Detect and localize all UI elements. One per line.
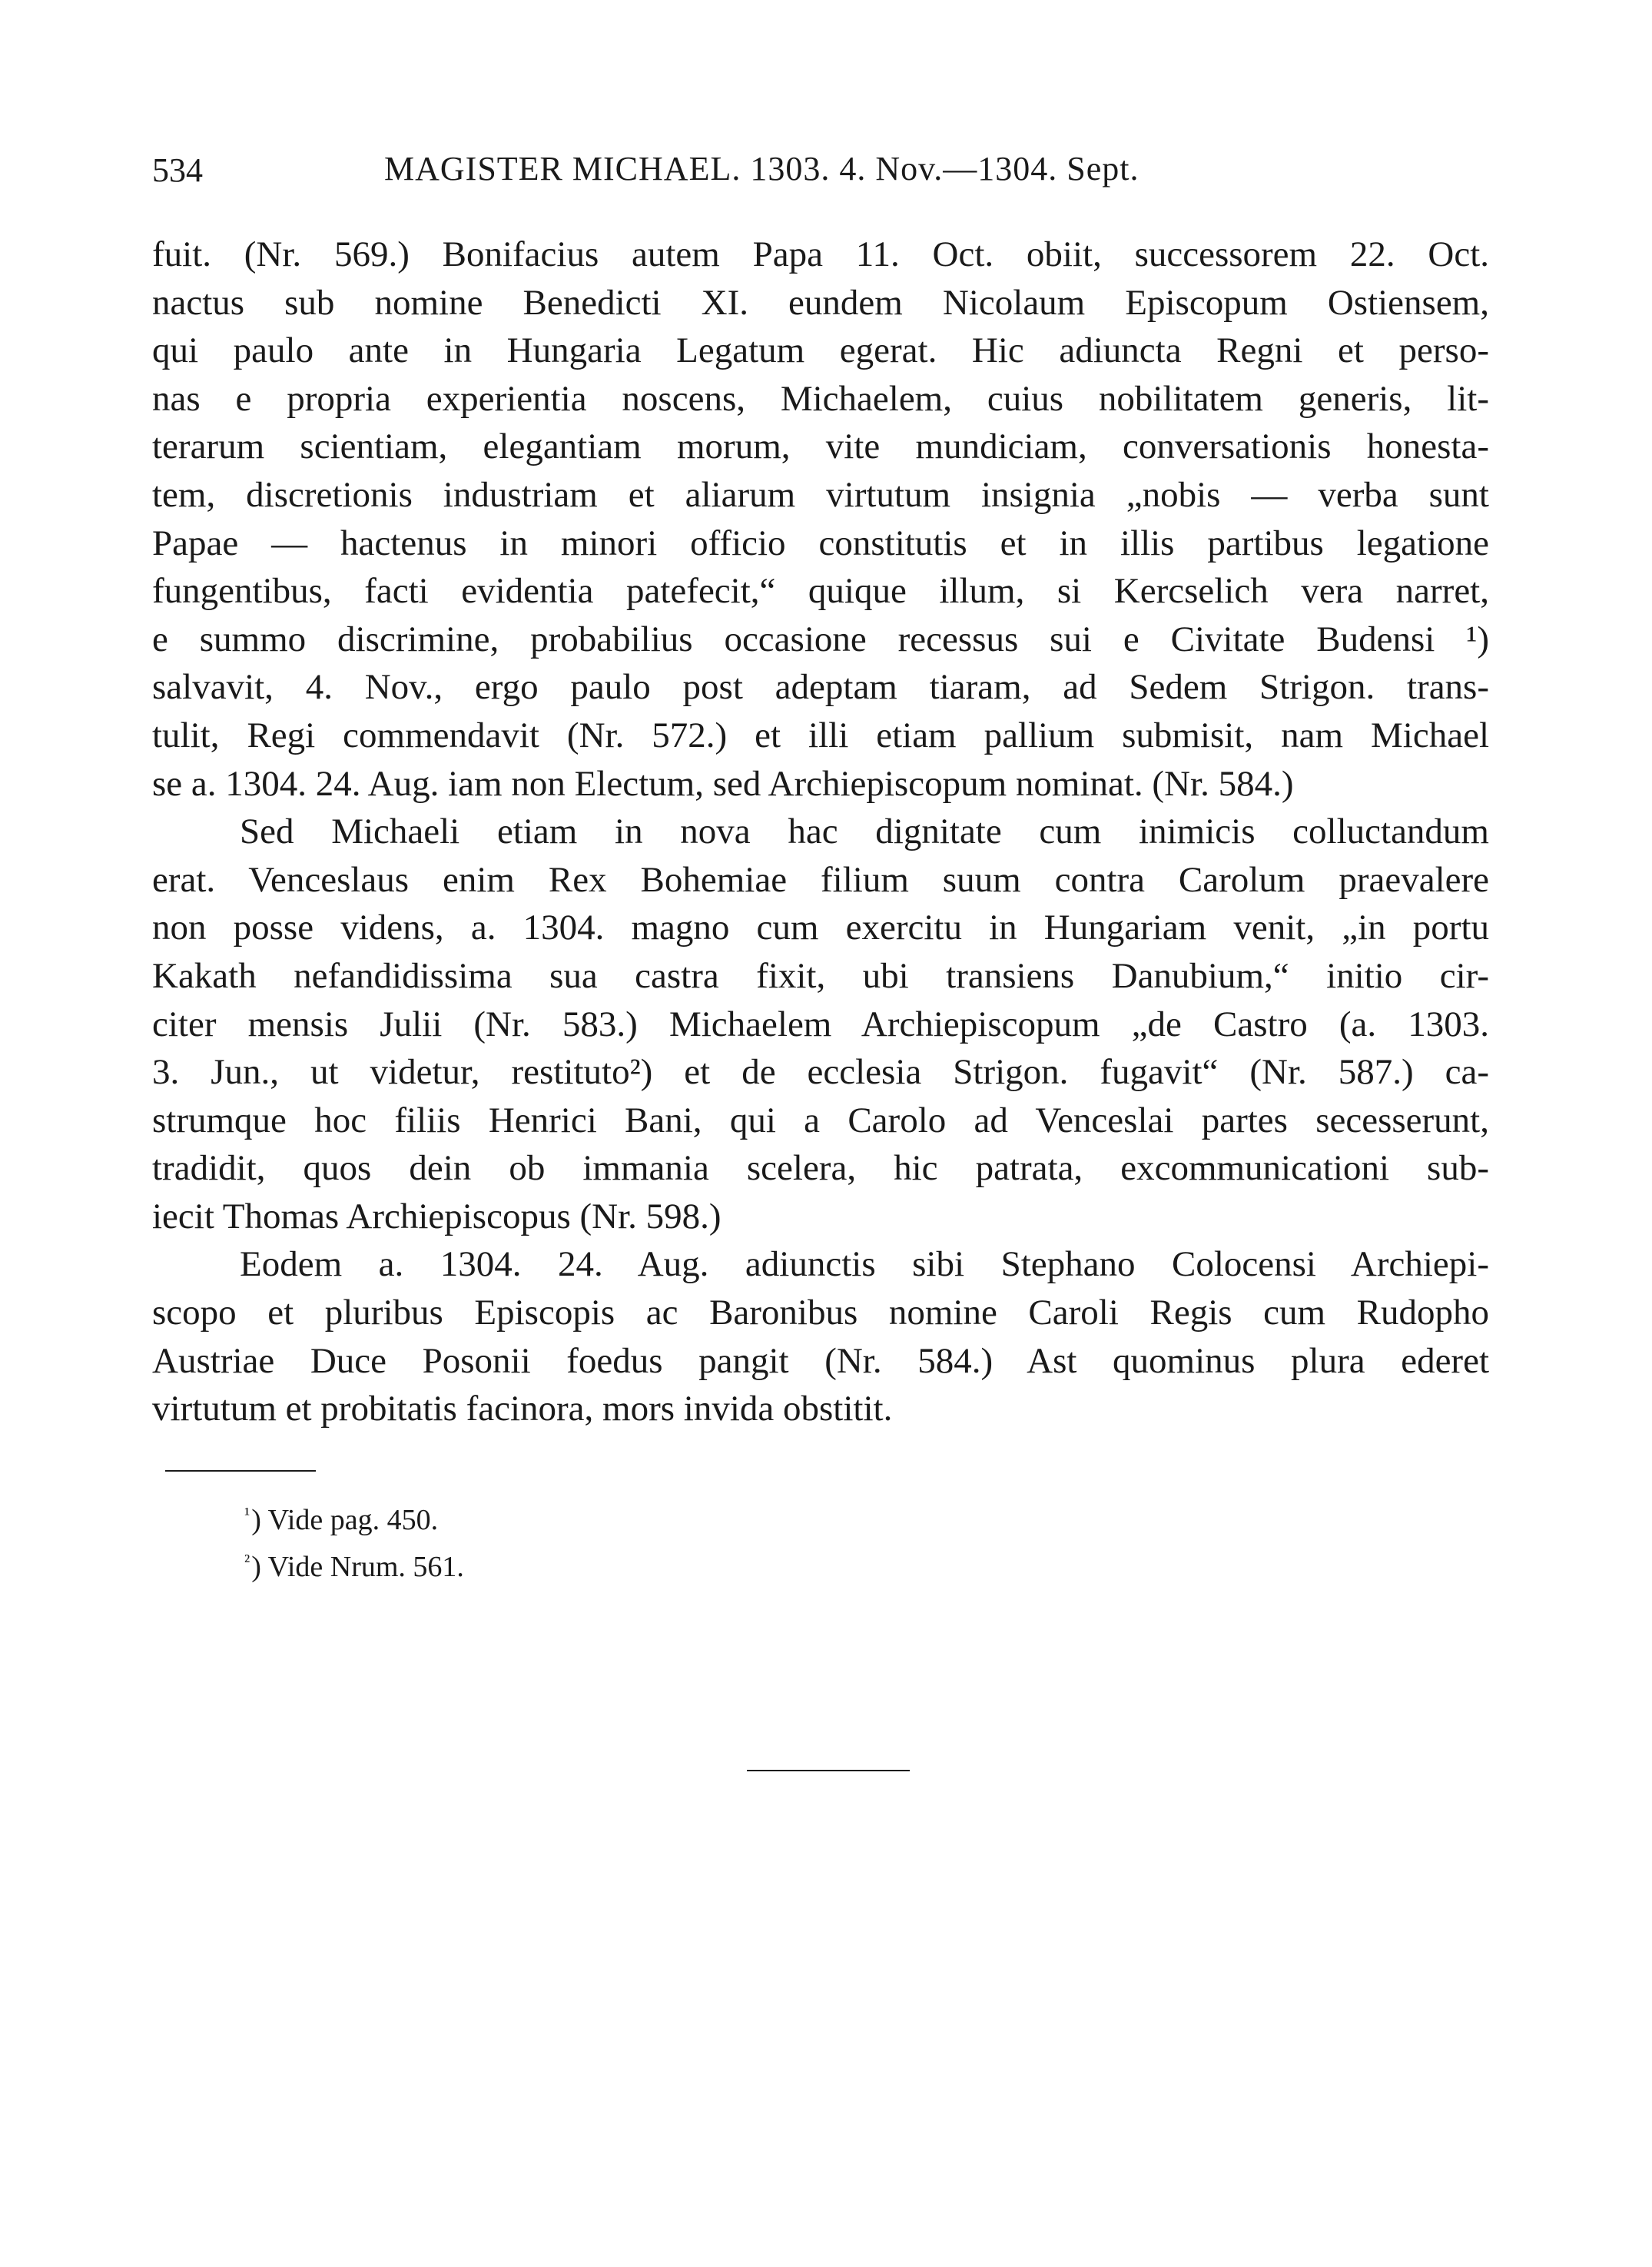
footnote-divider xyxy=(165,1470,316,1472)
text-line: nactus sub nomine Benedicti XI. eundem Nicolaum Episcopum Ostiensem, xyxy=(152,282,1489,323)
footnote-1 xyxy=(244,1494,464,1541)
text-line: erat. Venceslaus enim Rex Bohemiae filium suum contra Carolum praevalere xyxy=(152,859,1489,900)
text-line: tradidit, quos dein ob immania scelera, hic patrata, excommunicationi sub- xyxy=(152,1148,1489,1189)
text-line: scopo et pluribus Episcopis ac Baronibus nomine Caroli Regis cum Rudopho xyxy=(152,1293,1489,1333)
text-line: Sed Michaeli etiam in nova hac dignitate cum inimicis colluctandum xyxy=(240,812,1489,852)
text-line: salvavit, 4. Nov., ergo paulo post adeptam tiaram, ad Sedem Strigon. trans- xyxy=(152,667,1489,708)
footnote-mark: ¹ xyxy=(244,1505,250,1525)
text-line: tulit, Regi commendavit (Nr. 572.) et illi etiam pallium submisit, nam Michael xyxy=(152,715,1489,755)
text-line: iecit Thomas Archiepiscopus (Nr. 598.) xyxy=(152,1196,722,1236)
text-line: non posse videns, a. 1304. magno cum exercitu in Hungariam venit, „in portu xyxy=(152,908,1489,948)
text-line: Austriae Duce Posonii foedus pangit (Nr. 584.) Ast quominus plura ederet xyxy=(152,1340,1489,1381)
footnote-2 xyxy=(244,1541,464,1588)
text-line: strumque hoc filiis Henrici Bani, qui a Carolo ad Venceslai partes secesserunt, xyxy=(152,1100,1489,1140)
text-line: virtutum et probitatis facinora, mors invida obstitit. xyxy=(152,1389,893,1429)
text-line: Kakath nefandidissima sua castra fixit, ubi transiens Danubium,“ initio cir- xyxy=(152,955,1489,996)
text-line: se a. 1304. 24. Aug. iam non Electum, sed Archiepiscopum nominat. (Nr. 584.) xyxy=(152,763,1294,804)
footnote-text: ) Vide pag. 450. xyxy=(251,1504,439,1536)
text-line: Eodem a. 1304. 24. Aug. adiunctis sibi Stephano Colocensi Archiepi- xyxy=(240,1244,1489,1285)
text-line: citer mensis Julii (Nr. 583.) Michaelem Archiepiscopum „de Castro (a. 1303. xyxy=(152,1004,1489,1044)
text-line: 3. Jun., ut videtur, restituto²) et de ecclesia Strigon. fugavit“ (Nr. 587.) ca- xyxy=(152,1052,1489,1093)
text-line: nas e propria experientia noscens, Michaelem, cuius nobilitatem generis, lit- xyxy=(152,378,1489,419)
footnote-text: ) Vide Nrum. 561. xyxy=(251,1551,464,1583)
text-line: terarum scientiam, elegantiam morum, vite mundiciam, conversationis honesta- xyxy=(152,427,1489,467)
section-end-rule xyxy=(747,1770,910,1771)
text-line: qui paulo ante in Hungaria Legatum egerat. Hic adiuncta Regni et perso- xyxy=(152,330,1489,371)
body-text xyxy=(152,231,1489,1433)
text-line: e summo discrimine, probabilius occasione recessus sui e Civitate Budensi ¹) xyxy=(152,619,1489,659)
text-line: Papae — hactenus in minori officio constitutis et in illis partibus legatione xyxy=(152,523,1489,563)
text-line: tem, discretionis industriam et aliarum virtutum insignia „nobis — verba sunt xyxy=(152,474,1489,515)
footnote-mark: ² xyxy=(244,1552,250,1572)
text-line: fungentibus, facti evidentia patefecit,“ quique illum, si Kercselich vera narret, xyxy=(152,571,1489,612)
text-line: fuit. (Nr. 569.) Bonifacius autem Papa 11. Oct. obiit, successorem 22. Oct. xyxy=(152,234,1489,274)
running-head: MAGISTER MICHAEL. 1303. 4. Nov.—1304. Sept. xyxy=(384,150,1139,188)
footnotes xyxy=(244,1494,464,1588)
page-number: 534 xyxy=(152,151,203,189)
